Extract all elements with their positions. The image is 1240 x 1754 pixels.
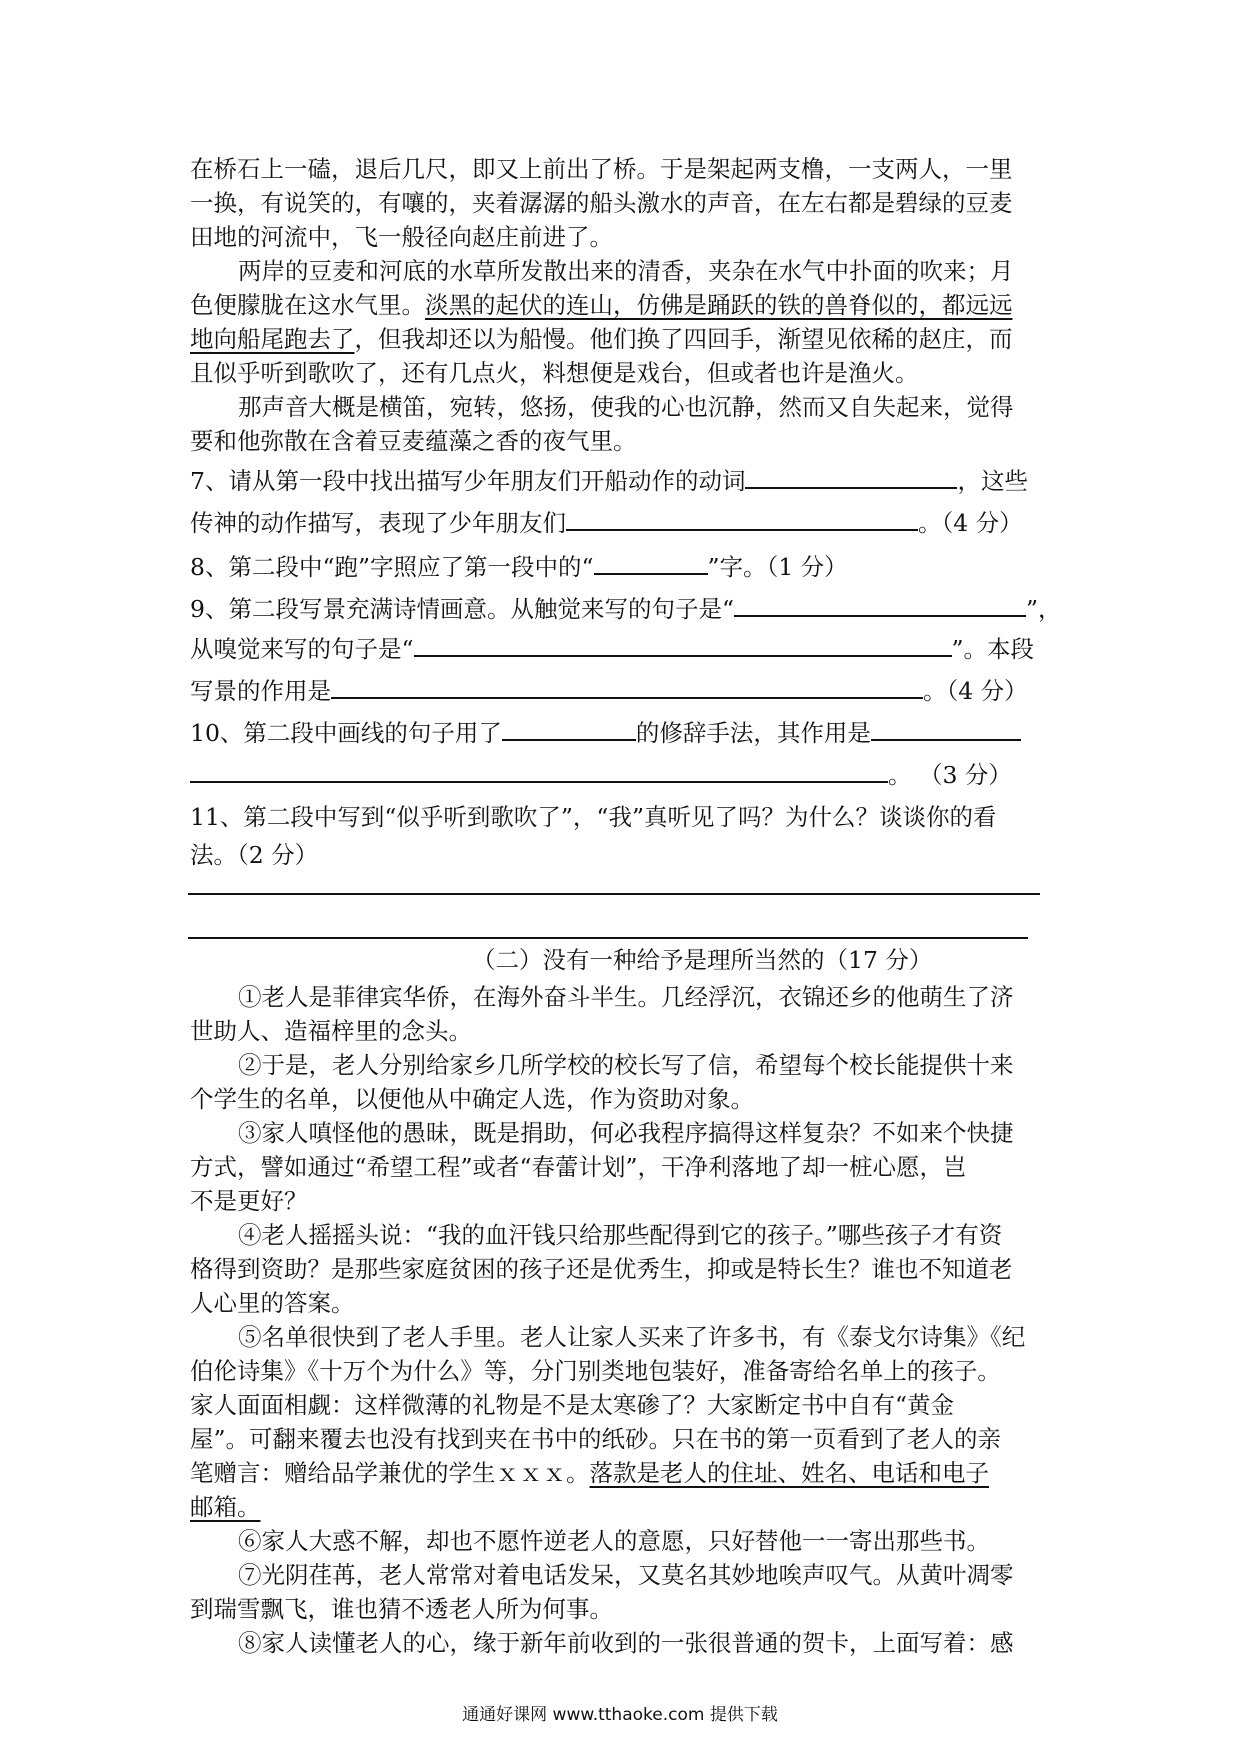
paragraph-8: ⑧家人读懂老人的心，缘于新年前收到的一张很普通的贺卡，上面写着：感 [238, 1629, 1014, 1657]
section-title: （二）没有一种给予是理所当然的（17 分） [472, 946, 933, 974]
answer-blank[interactable] [594, 551, 708, 575]
paragraph-4: 人心里的答案。 [190, 1289, 355, 1317]
passage-line [190, 320, 1013, 354]
paragraph-2: ②于是，老人分别给家乡几所学校的校长写了信，希望每个校长能提供十来 [238, 1051, 1014, 1079]
passage-line: 要和他弥散在含着豆麦蕴藻之香的夜气里。 [190, 427, 637, 455]
question-text: ”字。（1 分） [707, 553, 848, 581]
question-10 [190, 756, 1012, 790]
page-footer: 通通好课网 www.tthaoke.com 提供下载 [462, 1705, 778, 1725]
question-10 [190, 714, 1021, 748]
paragraph-7: 到瑞雪飘飞，谁也猜不透老人所为何事。 [190, 1595, 613, 1623]
question-7 [190, 504, 1023, 538]
paragraph-5 [190, 1488, 261, 1522]
question-text: 的修辞手法，其作用是 [635, 719, 871, 747]
paragraph-6: ⑥家人大惑不解，却也不愿忤逆老人的意愿，只好替他一一寄出那些书。 [238, 1527, 990, 1555]
answer-line[interactable] [188, 893, 1040, 895]
underlined-sentence: 淡黑的起伏的连山，仿佛是踊跃的铁的兽脊似的，都远远 [425, 291, 1013, 319]
question-text: 。（4 分） [923, 677, 1028, 705]
passage-line: 一换，有说笑的，有嚷的，夹着潺潺的船头激水的声音，在左右都是碧绿的豆麦 [190, 189, 1013, 217]
question-text: 传神的动作描写，表现了少年朋友们 [190, 509, 566, 537]
answer-blank[interactable] [414, 633, 952, 657]
paragraph-5: 伯伦诗集》《十万个为什么》等，分门别类地包装好，准备寄给名单上的孩子。 [190, 1357, 1001, 1385]
question-text: ”。本段 [951, 635, 1035, 663]
passage-text: 笔赠言：赠给品学兼优的学生ｘｘｘ。 [190, 1459, 590, 1487]
question-11: 11、第二段中写到“似乎听到歌吹了”，“我”真听见了吗？为什么？谈谈你的看 [190, 803, 997, 831]
question-text: ”， [1025, 595, 1062, 623]
paragraph-1: 世助人、造福梓里的念头。 [190, 1017, 472, 1045]
passage-text: 色便朦胧在这水气里。 [190, 291, 425, 319]
paragraph-1: ①老人是菲律宾华侨，在海外奋斗半生。几经浮沉，衣锦还乡的他萌生了济 [238, 983, 1014, 1011]
answer-blank[interactable] [190, 759, 888, 783]
answer-blank[interactable] [871, 717, 1021, 741]
paragraph-7: ⑦光阴荏苒，老人常常对着电话发呆，又莫名其妙地唉声叹气。从黄叶凋零 [238, 1561, 1014, 1589]
paragraph-3: ③家人嗔怪他的愚昧，既是捐助，何必我程序搞得这样复杂？不如来个快捷 [238, 1119, 1014, 1147]
question-text: ，这些 [957, 467, 1028, 495]
paragraph-5: ⑤名单很快到了老人手里。老人让家人买来了许多书，有《泰戈尔诗集》《纪 [238, 1323, 1026, 1351]
answer-blank[interactable] [331, 675, 923, 699]
answer-blank[interactable] [745, 465, 957, 489]
question-text: 写景的作用是 [190, 677, 331, 705]
passage-line: 在桥石上一磕，退后几尺，即又上前出了桥。于是架起两支橹，一支两人，一里 [190, 155, 1013, 183]
paragraph-4: 格得到资助？是那些家庭贫困的孩子还是优秀生，抑或是特长生？谁也不知道老 [190, 1255, 1013, 1283]
passage-line: 田地的河流中，飞一般径向赵庄前进了。 [190, 223, 613, 251]
passage-line: 两岸的豆麦和河底的水草所发散出来的清香，夹杂在水气中扑面的吹来；月 [238, 257, 1014, 285]
question-text: 8、第二段中“跑”字照应了第一段中的“ [190, 553, 594, 581]
passage-text: ，但我却还以为船慢。他们换了四回手，渐望见依稀的赵庄，而 [354, 325, 1013, 353]
answer-blank[interactable] [502, 717, 636, 741]
question-8 [190, 548, 848, 582]
question-text: 。 （3 分） [888, 761, 1012, 789]
paragraph-5: 家人面面相觑：这样微薄的礼物是不是太寒碜了？大家断定书中自有“黄金 [190, 1391, 955, 1419]
paragraph-4: ④老人摇摇头说：“我的血汗钱只给那些配得到它的孩子。”哪些孩子才有资 [238, 1221, 1003, 1249]
answer-blank[interactable] [734, 593, 1026, 617]
passage-line: 且似乎听到歌吹了，还有几点火，料想便是戏台，但或者也许是渔火。 [190, 359, 919, 387]
question-9 [190, 590, 1061, 624]
paragraph-2: 个学生的名单，以便他从中确定人选，作为资助对象。 [190, 1085, 754, 1113]
question-9 [190, 672, 1028, 706]
paragraph-5: 屋”。可翻来覆去也没有找到夹在书中的纸砂。只在书的第一页看到了老人的亲 [190, 1425, 1002, 1453]
underlined-sentence: 地向船尾跑去了 [190, 325, 355, 353]
question-11: 法。（2 分） [190, 841, 319, 869]
paragraph-3: 方式，譬如通过“希望工程”或者“春蕾计划”，干净利落地了却一桩心愿，岂 [190, 1153, 967, 1181]
question-text: 9、第二段写景充满诗情画意。从触觉来写的句子是“ [190, 595, 734, 623]
paragraph-5 [190, 1454, 989, 1488]
underlined-sentence: 邮箱。 [190, 1493, 261, 1521]
question-text: 从嗅觉来写的句子是“ [190, 635, 414, 663]
paragraph-3: 不是更好？ [190, 1187, 308, 1215]
answer-blank[interactable] [566, 507, 918, 531]
question-9 [190, 630, 1034, 664]
question-text: 。（4 分） [918, 509, 1023, 537]
question-text: 10、第二段中画线的句子用了 [190, 719, 502, 747]
question-text: 7、请从第一段中找出描写少年朋友们开船动作的动词 [190, 467, 746, 495]
passage-line [190, 286, 1013, 320]
underlined-sentence: 落款是老人的住址、姓名、电话和电子 [589, 1459, 989, 1487]
question-7 [190, 462, 1028, 496]
answer-line[interactable] [188, 937, 1028, 939]
passage-line: 那声音大概是横笛，宛转，悠扬，使我的心也沉静，然而又自失起来，觉得 [238, 393, 1014, 421]
